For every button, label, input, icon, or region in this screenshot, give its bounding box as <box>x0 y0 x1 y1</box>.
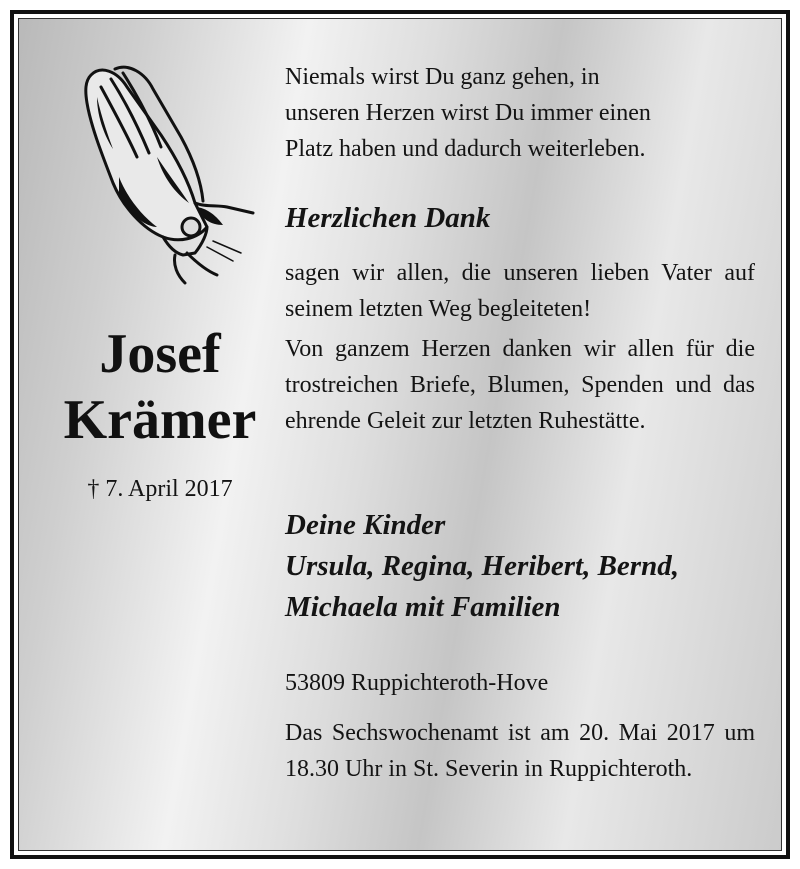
poem-block <box>285 59 755 167</box>
thanks-intro-block <box>285 255 755 327</box>
location: 53809 Ruppichteroth-Hove <box>285 670 549 696</box>
thanks-heading: Herzlichen Dank <box>285 202 491 234</box>
mass-notice-block <box>285 715 755 787</box>
obituary-frame <box>10 10 790 859</box>
mass-notice: Das Sechswochenamt ist am 20. Mai 2017 um 18.30 Uhr in St. Severin in Ruppichteroth. <box>285 720 755 782</box>
poem-line: unseren Herzen wirst Du immer einen <box>285 100 651 126</box>
thanks-body-block <box>285 331 755 439</box>
death-date: † 7. April 2017 <box>87 476 233 502</box>
deceased-first-name: Josef <box>99 323 221 385</box>
praying-hands-icon <box>57 57 267 287</box>
poem-line: Niemals wirst Du ganz gehen, in <box>285 64 600 90</box>
thanks-body: Von ganzem Herzen danken wir allen für die trostreichen Briefe, Blumen, Spenden und das ehrende Geleit zur letzten Ruhestätte. <box>285 336 755 434</box>
signature-line: Ursula, Regina, Heribert, Bernd, <box>285 550 679 582</box>
poem-line: Platz haben und dadurch weiterleben. <box>285 136 646 162</box>
obituary-panel <box>18 18 782 851</box>
signature-line: Michaela mit Familien <box>285 591 561 623</box>
signature-block <box>285 505 755 628</box>
thanks-intro: sagen wir allen, die unseren lieben Vater auf seinem letzten Weg begleiteten! <box>285 260 755 322</box>
signature-line: Deine Kinder <box>285 509 446 541</box>
deceased-last-name: Krämer <box>63 389 257 451</box>
